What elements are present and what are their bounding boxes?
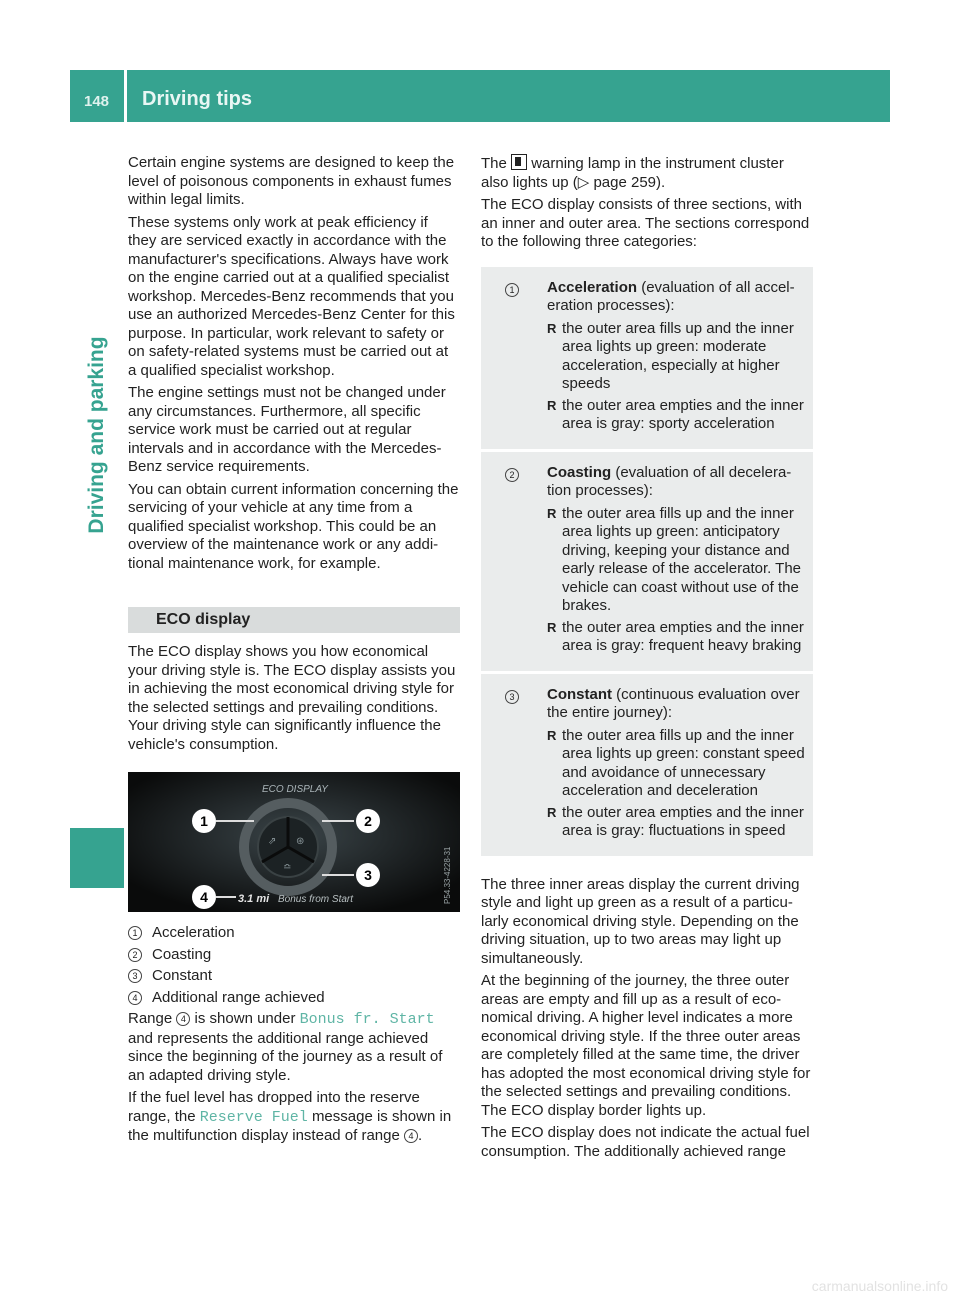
svg-text:3: 3 [364,867,372,883]
category-title: Coasting [547,463,612,481]
number-badge: 4 [128,991,142,1005]
paragraph: The three inner areas display the current driving style and light up green as a result of a particularly economical driving style. Depending on the driving situation, up to two areas may light up simultaneously. [481,875,800,967]
acceleration-icon: ⇗ [268,836,277,847]
eco-display-title: ECO DISPLAY [262,784,328,795]
range-label: Bonus from Start [278,894,354,905]
paragraph: At the beginning of the journey, the three outer areas are empty and fill up as a result of economical driving. A higher level indicates a more economical driving style. If the three outer areas are completely filled at the same time, the driver has adopted the most economical driving style for the selected settings and prevailing conditions. The ECO display border lights up. [481,972,811,1119]
number-badge: 4 [176,1012,190,1026]
display-message: Reserve Fuel [199,1108,308,1126]
range-value: 3.1 mi [238,893,270,905]
chapter-sidebar [70,125,124,1005]
svg-text:4: 4 [200,889,208,905]
paragraph: Certain engine systems are designed to keep the level of poisonous components in exhaust fumes within legal limits. [128,154,455,208]
page-ref-arrow: ▷ [577,173,590,191]
number-badge: 3 [505,690,519,704]
paragraph: If the fuel level has dropped into the reserve range, the Reserve Fuel message is shown in the multifunction display instead of range 4 . [128,1089,452,1144]
eco-display-illustration [128,772,460,912]
list-item: R the outer area empties and the inner area is gray: fluctuations in speed [547,804,807,841]
paragraph: Range 4 is shown under Bonus fr. Start and represents the additional range achieved since the beginning of the journey as a result of an adapted driving style. [128,1010,443,1084]
paragraph: The ECO display consists of three sections, with an inner and outer area. The sections correspond to the following three categories: [481,196,810,250]
paragraph: The warning lamp in the instrument cluster also lights up (▷ page 259). [481,155,784,191]
number-badge: 2 [505,468,519,482]
callout-2 [356,809,380,833]
number-badge: 2 [128,948,142,962]
legend [128,924,460,1007]
constant-icon: ≏ [283,862,292,873]
page-header [70,70,890,122]
number-badge: 4 [404,1129,418,1143]
category-desc: (evaluation of all deceleration processes): [547,463,792,499]
image-code: P54.33-4228-31 [443,846,452,904]
eco-display-heading: ECO display [128,607,460,633]
chapter-marker [70,828,124,888]
section-title: Driving tips [142,88,253,110]
chapter-label: Driving and parking [85,336,108,534]
number-badge: 1 [128,926,142,940]
paragraph: The engine settings must not be changed under any circumstances. Furthermore, all specific service work must be carried out at regular intervals and in accordance with the Mercedes-Benz service requirements. [128,384,446,475]
list-item: R the outer area fills up and the inner area lights up green: anticipatory driving, keeping your distance and early release of the accelerator. The vehicle can coast without use of the brakes. [547,505,807,616]
legend-label: Coasting [152,945,212,963]
paragraph: These systems only work at peak efficiency if they are serviced exactly in accordance with the manufacturer's specifications. Always have work on the engine carried out at a qualified specialist workshop. Mercedes-Benz recommends that you use an authorized Mercedes-Benz Center for this purpose. In particular, work relevant to safety or on safety-related systems must be carried out at a qualified specialist workshop. [128,213,455,379]
category-row [481,267,813,452]
category-desc: (evaluation of all acceleration processes): [547,278,795,314]
legend-label: Acceleration [152,924,235,941]
legend-item [128,967,460,986]
watermark: carmanualsonline.info [811,1278,948,1294]
page-number: 148 [84,93,110,110]
list-item: R the outer area fills up and the inner area lights up green: moderate acceleration, especially at higher speeds [547,320,807,394]
paragraph: You can obtain current information concerning the servicing of your vehicle at any time from a qualified specialist workshop. This could be an overview of the maintenance work or any additional maintenance work, for example. [128,480,459,572]
number-badge: 3 [128,969,142,983]
category-row [481,674,813,856]
right-column [481,154,813,1165]
callout-3 [356,863,380,887]
category-table [481,267,813,856]
header-divider [124,70,127,122]
category-title: Constant [547,685,612,703]
list-item: R the outer area empties and the inner area is gray: sporty acceleration [547,397,807,434]
paragraph: The ECO display does not indicate the actual fuel consumption. The additionally achieved range [481,1124,810,1160]
display-message: Bonus fr. Start [299,1011,435,1028]
category-title: Acceleration [547,278,638,296]
category-desc: (continuous evaluation over the entire journey): [547,685,800,721]
svg-text:2: 2 [364,813,372,829]
list-item: R the outer area fills up and the inner area lights up green: constant speed and avoidance of unnecessary acceleration and deceleration [547,727,807,801]
legend-item [128,924,460,943]
list-item: R the outer area empties and the inner area is gray: frequent heavy braking [547,619,807,656]
eco-display-image [128,772,460,912]
callout-1 [192,809,216,833]
fuel-warning-lamp-icon [511,154,527,170]
coasting-icon: ⊛ [296,836,305,847]
legend-item [128,989,460,1008]
svg-text:1: 1 [200,813,208,829]
page-ref: page 259). [593,173,666,191]
callout-4 [192,885,216,909]
number-badge: 1 [505,283,519,297]
legend-item [128,946,460,965]
legend-label: Constant [152,967,213,984]
category-row [481,452,813,674]
paragraph: The ECO display shows you how economical your driving style is. The ECO display assists you in achieving the most economical driving style for the selected settings and prevailing conditions. Your driving style can significantly influence the vehicle's consumption. [128,643,456,753]
left-column [128,154,460,1150]
legend-label: Additional range achieved [152,988,325,1006]
